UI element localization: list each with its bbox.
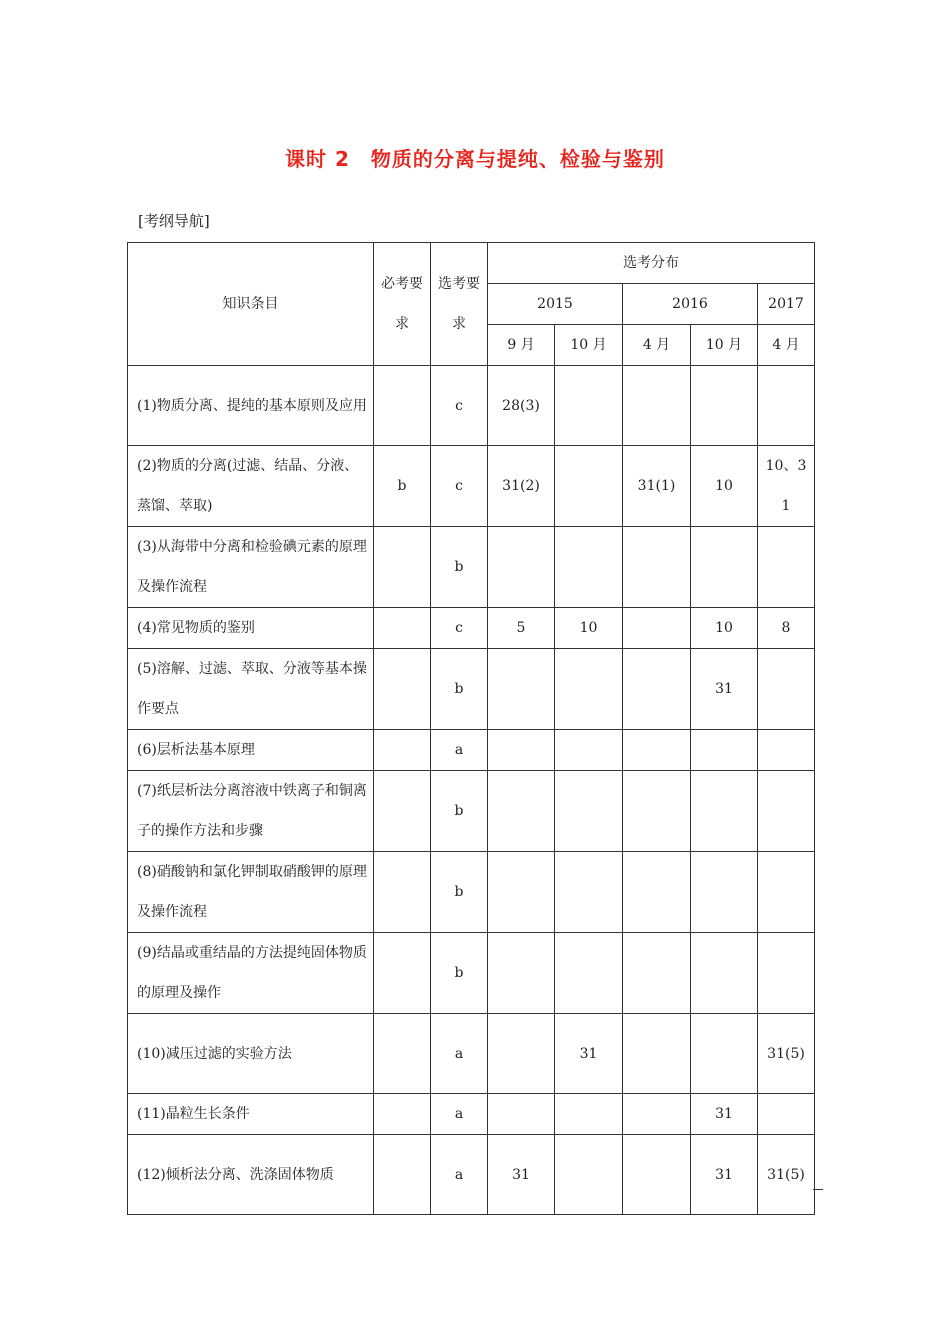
topic-cell: (11)晶粒生长条件	[128, 1094, 374, 1135]
exam-question-cell: 10	[555, 608, 623, 649]
exam-question-cell	[623, 730, 691, 771]
topic-cell: (5)溶解、过滤、萃取、分液等基本操作要点	[128, 649, 374, 730]
table-row	[128, 1014, 815, 1094]
exam-question-cell	[691, 730, 758, 771]
exam-question-cell	[488, 1094, 555, 1135]
exam-question-cell	[555, 527, 623, 608]
exam-question-cell	[691, 771, 758, 852]
exam-question-cell: 31	[691, 649, 758, 730]
exam-question-cell: 31	[691, 1135, 758, 1215]
table-row	[128, 608, 815, 649]
topic-cell: (9)结晶或重结晶的方法提纯固体物质的原理及操作	[128, 933, 374, 1014]
exam-question-cell	[555, 852, 623, 933]
exam-question-cell	[691, 852, 758, 933]
exam-question-cell	[758, 527, 815, 608]
syllabus-table	[127, 242, 815, 1215]
exam-question-cell: 31(5)	[758, 1135, 815, 1215]
required-level-cell	[374, 852, 431, 933]
exam-question-cell	[758, 1094, 815, 1135]
header-month: 4 月	[758, 325, 815, 366]
topic-cell: (1)物质分离、提纯的基本原则及应用	[128, 366, 374, 446]
exam-question-cell	[691, 933, 758, 1014]
elective-level-cell: b	[431, 852, 488, 933]
topic-cell: (8)硝酸钠和氯化钾制取硝酸钾的原理及操作流程	[128, 852, 374, 933]
topic-cell: (2)物质的分离(过滤、结晶、分液、蒸馏、萃取)	[128, 446, 374, 527]
required-level-cell	[374, 1094, 431, 1135]
exam-question-cell: 10、31	[758, 446, 815, 527]
elective-level-cell: b	[431, 649, 488, 730]
exam-question-cell	[623, 852, 691, 933]
exam-question-cell	[555, 1094, 623, 1135]
exam-question-cell	[623, 1135, 691, 1215]
exam-question-cell	[758, 771, 815, 852]
exam-question-cell: 5	[488, 608, 555, 649]
exam-question-cell	[555, 366, 623, 446]
header-month: 9 月	[488, 325, 555, 366]
page-title: 课时 2 物质的分离与提纯、检验与鉴别	[285, 147, 665, 171]
elective-level-cell: c	[431, 608, 488, 649]
exam-question-cell	[555, 933, 623, 1014]
table-row	[128, 527, 815, 608]
exam-question-cell	[623, 649, 691, 730]
exam-question-cell	[758, 649, 815, 730]
exam-question-cell	[488, 771, 555, 852]
header-elective: 选考要求	[431, 243, 488, 366]
elective-level-cell: c	[431, 366, 488, 446]
required-level-cell	[374, 608, 431, 649]
section-label: [考纲导航]	[138, 212, 210, 230]
table-row	[128, 446, 815, 527]
topic-cell: (7)纸层析法分离溶液中铁离子和铜离子的操作方法和步骤	[128, 771, 374, 852]
header-topic: 知识条目	[128, 243, 374, 366]
elective-level-cell: b	[431, 771, 488, 852]
table-row	[128, 649, 815, 730]
exam-question-cell	[555, 771, 623, 852]
required-level-cell	[374, 527, 431, 608]
exam-question-cell	[488, 649, 555, 730]
elective-level-cell: b	[431, 527, 488, 608]
required-level-cell	[374, 366, 431, 446]
exam-question-cell	[758, 366, 815, 446]
header-distribution: 选考分布	[488, 243, 815, 284]
header-required: 必考要求	[374, 243, 431, 366]
exam-question-cell	[555, 730, 623, 771]
table-row	[128, 730, 815, 771]
exam-question-cell	[758, 933, 815, 1014]
exam-question-cell	[488, 527, 555, 608]
required-level-cell	[374, 1135, 431, 1215]
header-month: 10 月	[691, 325, 758, 366]
required-level-cell	[374, 771, 431, 852]
exam-question-cell: 8	[758, 608, 815, 649]
required-level-cell	[374, 1014, 431, 1094]
table-row	[128, 1094, 815, 1135]
required-level-cell: b	[374, 446, 431, 527]
exam-question-cell: 31	[555, 1014, 623, 1094]
topic-cell: (10)减压过滤的实验方法	[128, 1014, 374, 1094]
exam-question-cell: 31(5)	[758, 1014, 815, 1094]
elective-level-cell: a	[431, 730, 488, 771]
exam-question-cell	[555, 1135, 623, 1215]
elective-level-cell: c	[431, 446, 488, 527]
exam-question-cell: 31(2)	[488, 446, 555, 527]
topic-cell: (12)倾析法分离、洗涤固体物质	[128, 1135, 374, 1215]
table-edge-line	[813, 1189, 823, 1190]
exam-question-cell: 28(3)	[488, 366, 555, 446]
topic-cell: (4)常见物质的鉴别	[128, 608, 374, 649]
exam-question-cell	[623, 608, 691, 649]
exam-question-cell: 31	[691, 1094, 758, 1135]
exam-question-cell	[623, 527, 691, 608]
exam-question-cell	[623, 1094, 691, 1135]
elective-level-cell: b	[431, 933, 488, 1014]
topic-cell: (3)从海带中分离和检验碘元素的原理及操作流程	[128, 527, 374, 608]
exam-question-cell: 10	[691, 608, 758, 649]
elective-level-cell: a	[431, 1014, 488, 1094]
header-month: 4 月	[623, 325, 691, 366]
exam-question-cell	[488, 1014, 555, 1094]
exam-question-cell	[623, 1014, 691, 1094]
required-level-cell	[374, 649, 431, 730]
exam-question-cell	[555, 649, 623, 730]
exam-question-cell	[691, 527, 758, 608]
required-level-cell	[374, 730, 431, 771]
required-level-cell	[374, 933, 431, 1014]
exam-question-cell	[691, 1014, 758, 1094]
exam-question-cell: 31(1)	[623, 446, 691, 527]
exam-question-cell	[758, 852, 815, 933]
exam-question-cell: 31	[488, 1135, 555, 1215]
exam-question-cell: 10	[691, 446, 758, 527]
exam-question-cell	[488, 933, 555, 1014]
exam-question-cell	[623, 771, 691, 852]
header-year-2015: 2015	[488, 284, 623, 325]
exam-question-cell	[691, 366, 758, 446]
header-year-2017: 2017	[758, 284, 815, 325]
exam-question-cell	[758, 730, 815, 771]
table-row	[128, 933, 815, 1014]
elective-level-cell: a	[431, 1135, 488, 1215]
exam-question-cell	[555, 446, 623, 527]
table-row	[128, 1135, 815, 1215]
table-row	[128, 366, 815, 446]
exam-question-cell	[488, 852, 555, 933]
elective-level-cell: a	[431, 1094, 488, 1135]
header-year-2016: 2016	[623, 284, 758, 325]
table-row	[128, 852, 815, 933]
table-row	[128, 771, 815, 852]
exam-question-cell	[623, 933, 691, 1014]
header-month: 10 月	[555, 325, 623, 366]
exam-question-cell	[488, 730, 555, 771]
topic-cell: (6)层析法基本原理	[128, 730, 374, 771]
exam-question-cell	[623, 366, 691, 446]
